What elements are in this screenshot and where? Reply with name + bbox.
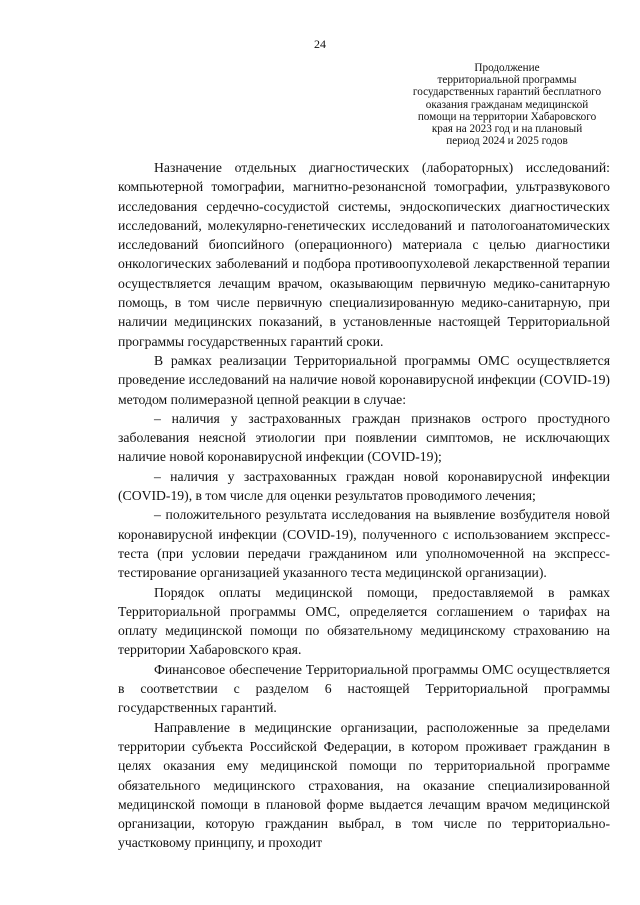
header-note-line: период 2024 и 2025 годов [446,135,568,148]
page-number: 24 [314,37,326,51]
paragraph-referral: Направление в медицинские организации, расположенные за пределами территории субъекта Российской Федерации, в котором проживает гражданин в целях оказания ему медицинской помощи по территориальной программе обязательного медицинского страхования, на оказание специализированной медицинской помощи в плановой форме выдается лечащим врачом медицинской организации, которую гражданин выбрал, в том числе по территориально-участковому принципу, и проходит [118,719,610,851]
paragraph-financing: Финансовое обеспечение Территориальной программы ОМС осуществляется в соответствии с разделом 6 настоящей Территориальной программы государственных гарантий. [118,661,610,716]
paragraph-diagnostics: Назначение отдельных диагностических (лабораторных) исследований: компьютерной томографии, магнитно-резонансной томографии, ультразвукового исследования сердечно-сосудистой системы, эндоскопических диагностических исследований, молекулярно-генетических исследований и патологоанатомических исследований биопсийного (операционного) материала с целью диагностики онкологических заболеваний и подбора противоопухолевой лекарственной терапии осуществляется лечащим врачом, оказывающим первичную медико-санитарную помощь, в том числе первичную специализированную медико-санитарную, при наличии медицинских показаний, в установленные настоящей Территориальной программы государственных гарантий сроки. [118,160,610,349]
header-note-line: государственных гарантий бесплатного [412,86,602,99]
header-note [386,62,628,147]
header-note-line: оказания гражданам медицинской [425,98,589,111]
list-item-express-test: – положительного результата исследования на выявление возбудителя новой коронавирусной инфекции (COVID-19), полученного с использованием экспресс-теста (при условии передачи гражданином или уполномоченной на экспресс-тестирование организацией указанного теста медицинской организации). [118,507,610,581]
header-note-line: территориальной программы [437,74,577,87]
paragraph-payment-order: Порядок оплаты медицинской помощи, предоставляемой в рамках Территориальной программы ОМС, определяется соглашением о тарифах на оплату медицинской помощи по обязательному медицинскому страхованию на территории Хабаровского края. [118,584,610,658]
header-note-line: края на 2023 год и на плановый [431,123,583,136]
header-note-line: помощи на территории Хабаровского [417,110,597,123]
list-item-covid-treatment: – наличия у застрахованных граждан новой коронавирусной инфекции (COVID-19), в том числе для оценки результатов проводимого лечения; [118,468,610,504]
body-text [118,158,610,853]
list-item-cold-symptoms: – наличия у застрахованных граждан признаков острого простудного заболевания неясной этиологии при появлении симптомов, не исключающих наличие новой коронавирусной инфекции (COVID-19); [118,410,610,465]
paragraph-covid-intro: В рамках реализации Территориальной программы ОМС осуществляется проведение исследований на наличие новой коронавирусной инфекции (COVID-19) методом полимеразной цепной реакции в случае: [118,352,610,407]
header-note-line: Продолжение [474,62,540,74]
